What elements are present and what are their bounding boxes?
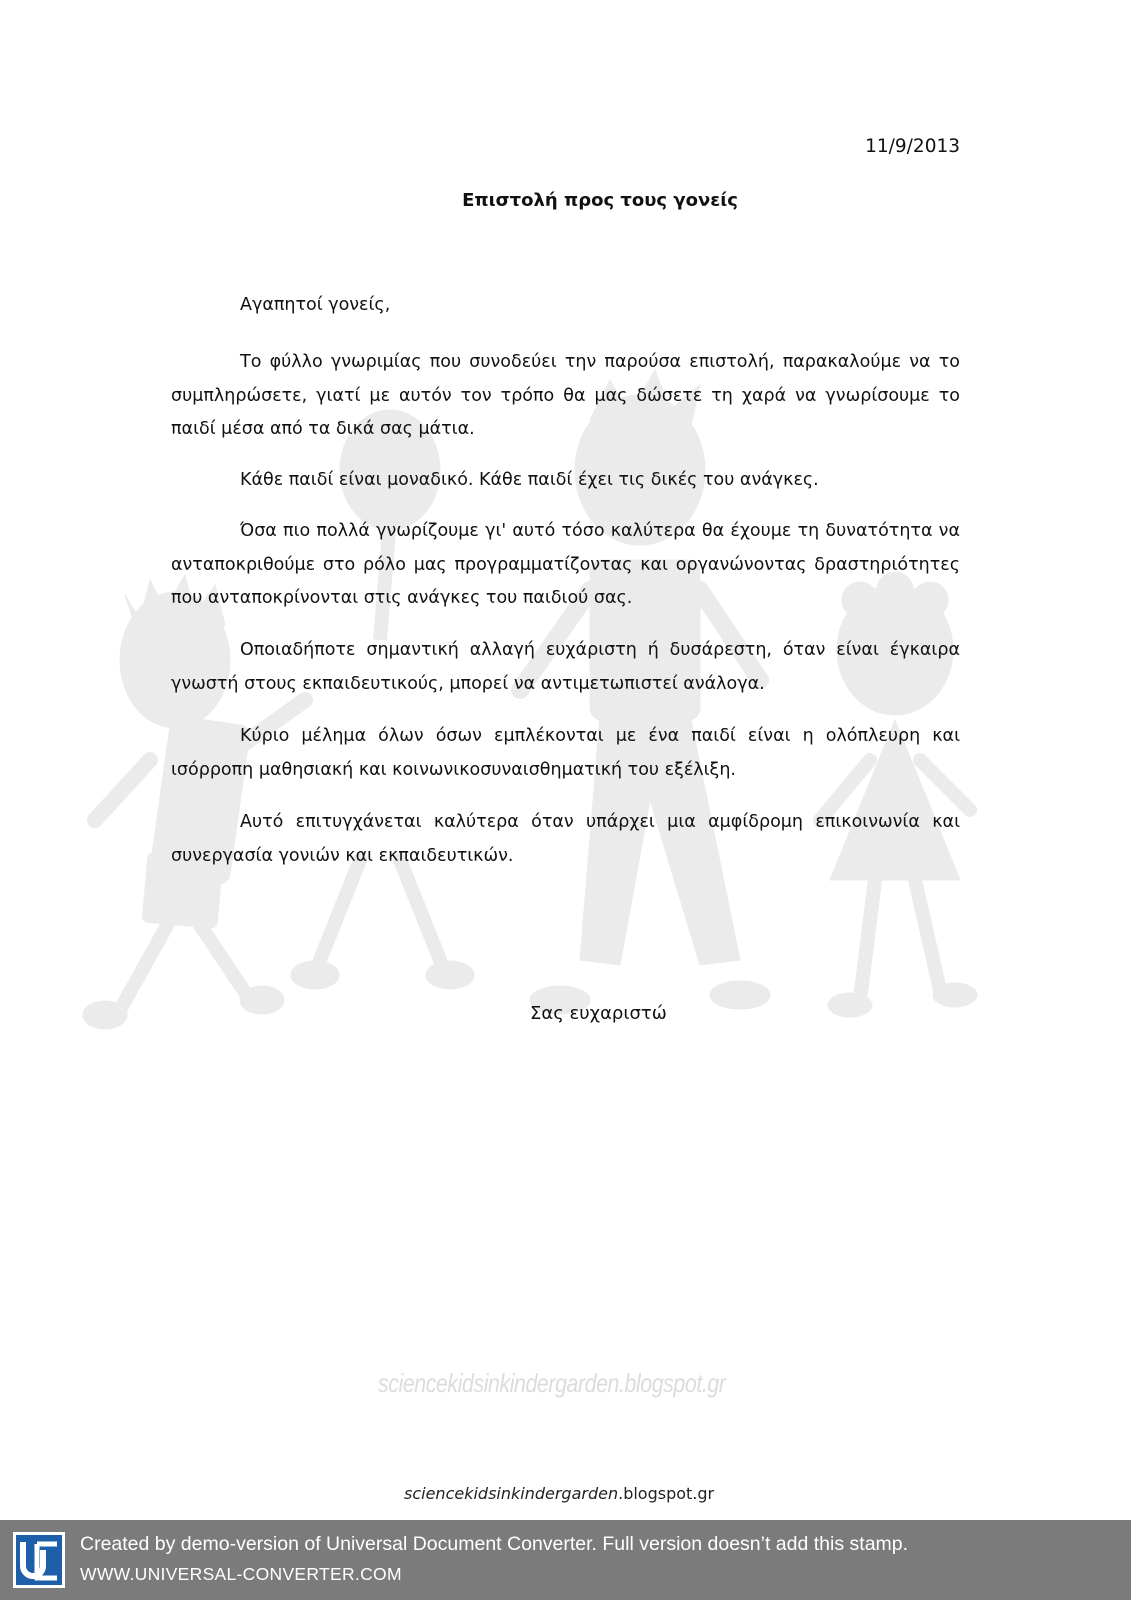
letter-closing: Σας ευχαριστώ	[530, 1003, 667, 1024]
footer-link-rest: .blogspot.gr	[618, 1484, 715, 1503]
letter-date: 11/9/2013	[865, 136, 960, 157]
paragraph-6: Αυτό επιτυγχάνεται καλύτερα όταν υπάρχει μια αμφίδρομη επικοινωνία και συνεργασία γονιών και εκπαιδευτικών.	[171, 812, 960, 866]
universal-converter-logo-icon	[13, 1532, 65, 1588]
site-watermark: sciencekidsinkindergarden.blogspot.gr	[378, 1368, 726, 1398]
paragraph-3: Όσα πιο πολλά γνωρίζουμε γι' αυτό τόσο καλύτερα θα έχουμε τη δυνατότητα να ανταποκριθούμε στο ρόλο μας προγραμματίζοντας και οργανώνοντας δραστηριότητες που ανταποκρίνονται στις ανάγκες του παιδιού σας.	[171, 521, 960, 608]
letter-greeting: Αγαπητοί γονείς,	[240, 295, 391, 315]
paragraph-2: Κάθε παιδί είναι μοναδικό. Κάθε παιδί έχει τις δικές του ανάγκες.	[240, 470, 819, 490]
paragraph-4: Οποιαδήποτε σημαντική αλλαγή ευχάριστη ή δυσάρεστη, όταν είναι έγκαιρα γνωστή στους εκπαιδευτικούς, μπορεί να αντιμετωπιστεί ανάλογα.	[171, 640, 960, 694]
footer-link-italic: sciencekidsinkindergarden	[404, 1484, 619, 1503]
stamp-notice-text: Created by demo-version of Universal Document Converter. Full version doesn’t add this stamp.	[80, 1533, 909, 1555]
letter-title: Επιστολή προς τους γονείς	[462, 190, 738, 211]
stamp-website-link[interactable]: WWW.UNIVERSAL-CONVERTER.COM	[80, 1564, 402, 1584]
footer-blog-link[interactable]	[404, 1484, 714, 1503]
paragraph-5: Κύριο μέλημα όλων όσων εμπλέκονται με ένα παιδί είναι η ολόπλευρη και ισόρροπη μαθησιακή και κοινωνικοσυναισθηματική του εξέλιξη.	[171, 726, 960, 780]
paragraph-1: Το φύλλο γνωριμίας που συνοδεύει την παρούσα επιστολή, παρακαλούμε να το συμπληρώσετε, γιατί με αυτόν τον τρόπο θα μας δώσετε τη χαρά να γνωρίσουμε το παιδί μέσα από τα δικά σας μάτια.	[171, 352, 960, 439]
converter-stamp-bar	[0, 1520, 1131, 1600]
